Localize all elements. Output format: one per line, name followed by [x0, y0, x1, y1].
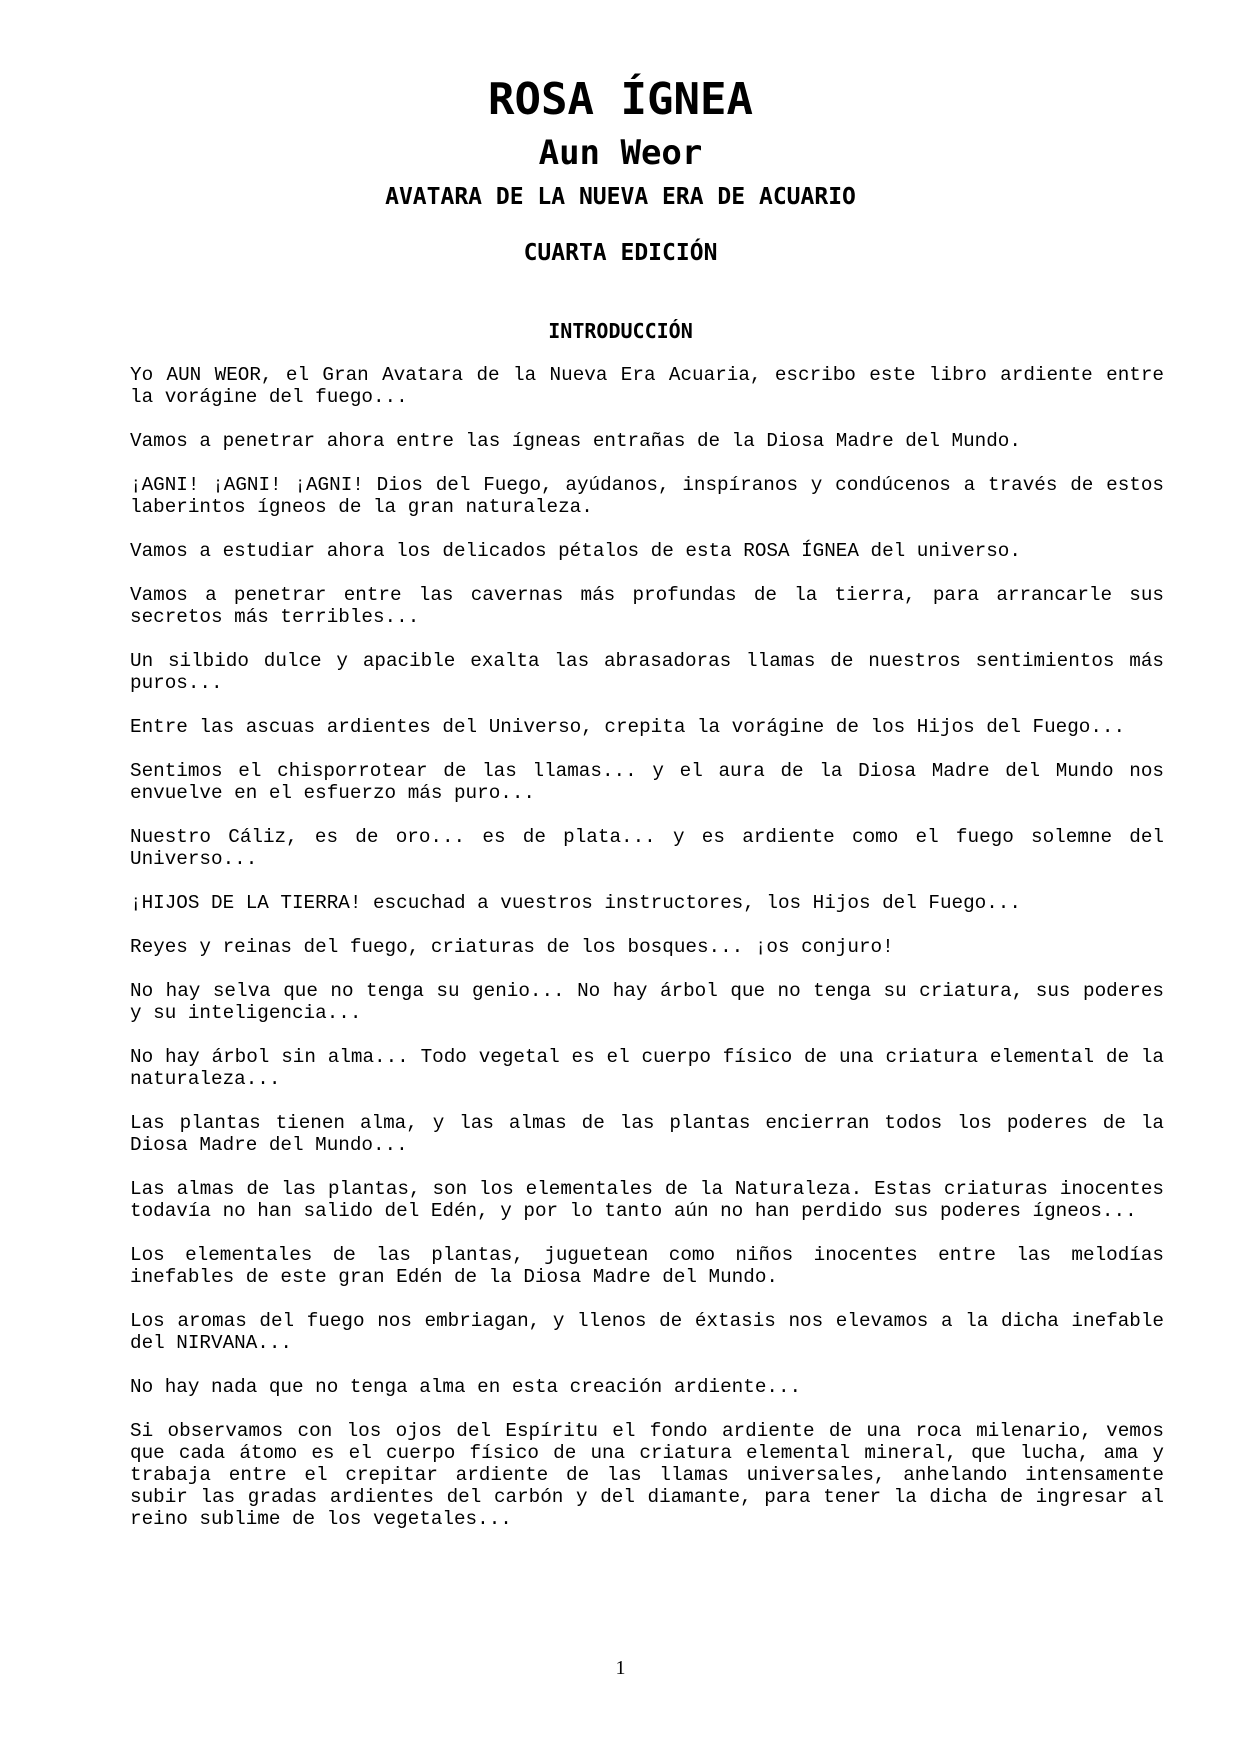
- paragraph: Los aromas del fuego nos embriagan, y llenos de éxtasis nos elevamos a la dicha inefable del NIRVANA...: [130, 1310, 1164, 1354]
- paragraph: Nuestro Cáliz, es de oro... es de plata... y es ardiente como el fuego solemne del Universo...: [130, 826, 1164, 870]
- paragraph: Reyes y reinas del fuego, criaturas de los bosques... ¡os conjuro!: [130, 936, 894, 958]
- paragraph: Vamos a penetrar ahora entre las ígneas entrañas de la Diosa Madre del Mundo.: [130, 430, 1021, 452]
- book-edition: CUARTA EDICIÓN: [523, 240, 718, 266]
- book-author: Aun Weor: [538, 133, 703, 173]
- paragraph: ¡AGNI! ¡AGNI! ¡AGNI! Dios del Fuego, ayúdanos, inspíranos y condúcenos a través de estos laberintos ígneos de la gran naturaleza.: [130, 474, 1164, 518]
- section-heading: INTRODUCCIÓN: [548, 319, 693, 343]
- paragraph: Las plantas tienen alma, y las almas de las plantas encierran todos los poderes de la Diosa Madre del Mundo...: [130, 1112, 1164, 1156]
- paragraph: No hay árbol sin alma... Todo vegetal es el cuerpo físico de una criatura elemental de la naturaleza...: [130, 1046, 1164, 1090]
- paragraph: Las almas de las plantas, son los elementales de la Naturaleza. Estas criaturas inocentes todavía no han salido del Edén, y por lo tanto aún no han perdido sus poderes ígneos...: [130, 1178, 1164, 1222]
- book-subtitle: AVATARA DE LA NUEVA ERA DE ACUARIO: [385, 184, 856, 210]
- paragraph: Yo AUN WEOR, el Gran Avatara de la Nueva Era Acuaria, escribo este libro ardiente entre la vorágine del fuego...: [130, 364, 1164, 408]
- paragraph: Los elementales de las plantas, juguetean como niños inocentes entre las melodías inefables de este gran Edén de la Diosa Madre del Mundo.: [130, 1244, 1164, 1288]
- page-number: 1: [615, 1657, 626, 1679]
- paragraph: Un silbido dulce y apacible exalta las abrasadoras llamas de nuestros sentimientos más puros...: [130, 650, 1164, 694]
- paragraph: No hay selva que no tenga su genio... No hay árbol que no tenga su criatura, sus poderes y su inteligencia...: [130, 980, 1164, 1024]
- book-title: ROSA ÍGNEA: [488, 74, 753, 125]
- paragraph: No hay nada que no tenga alma en esta creación ardiente...: [130, 1376, 802, 1398]
- paragraph: Vamos a penetrar entre las cavernas más profundas de la tierra, para arrancarle sus secretos más terribles...: [130, 584, 1164, 628]
- paragraph: Si observamos con los ojos del Espíritu el fondo ardiente de una roca milenario, vemos que cada átomo es el cuerpo físico de una criatura elemental mineral, que lucha, ama y trabaja entre el crepitar ardiente de las llamas universales, anhelando intensamente subir las gradas ardientes del carbón y del diamante, para tener la dicha de ingresar al reino sublime de los vegetales...: [130, 1420, 1164, 1530]
- paragraph: ¡HIJOS DE LA TIERRA! escuchad a vuestros instructores, los Hijos del Fuego...: [130, 892, 1021, 914]
- paragraph: Entre las ascuas ardientes del Universo, crepita la vorágine de los Hijos del Fuego...: [130, 716, 1126, 738]
- paragraph: Sentimos el chisporrotear de las llamas... y el aura de la Diosa Madre del Mundo nos envuelve en el esfuerzo más puro...: [130, 760, 1164, 804]
- body-text: [130, 364, 1164, 1552]
- paragraph: Vamos a estudiar ahora los delicados pétalos de esta ROSA ÍGNEA del universo.: [130, 540, 1021, 562]
